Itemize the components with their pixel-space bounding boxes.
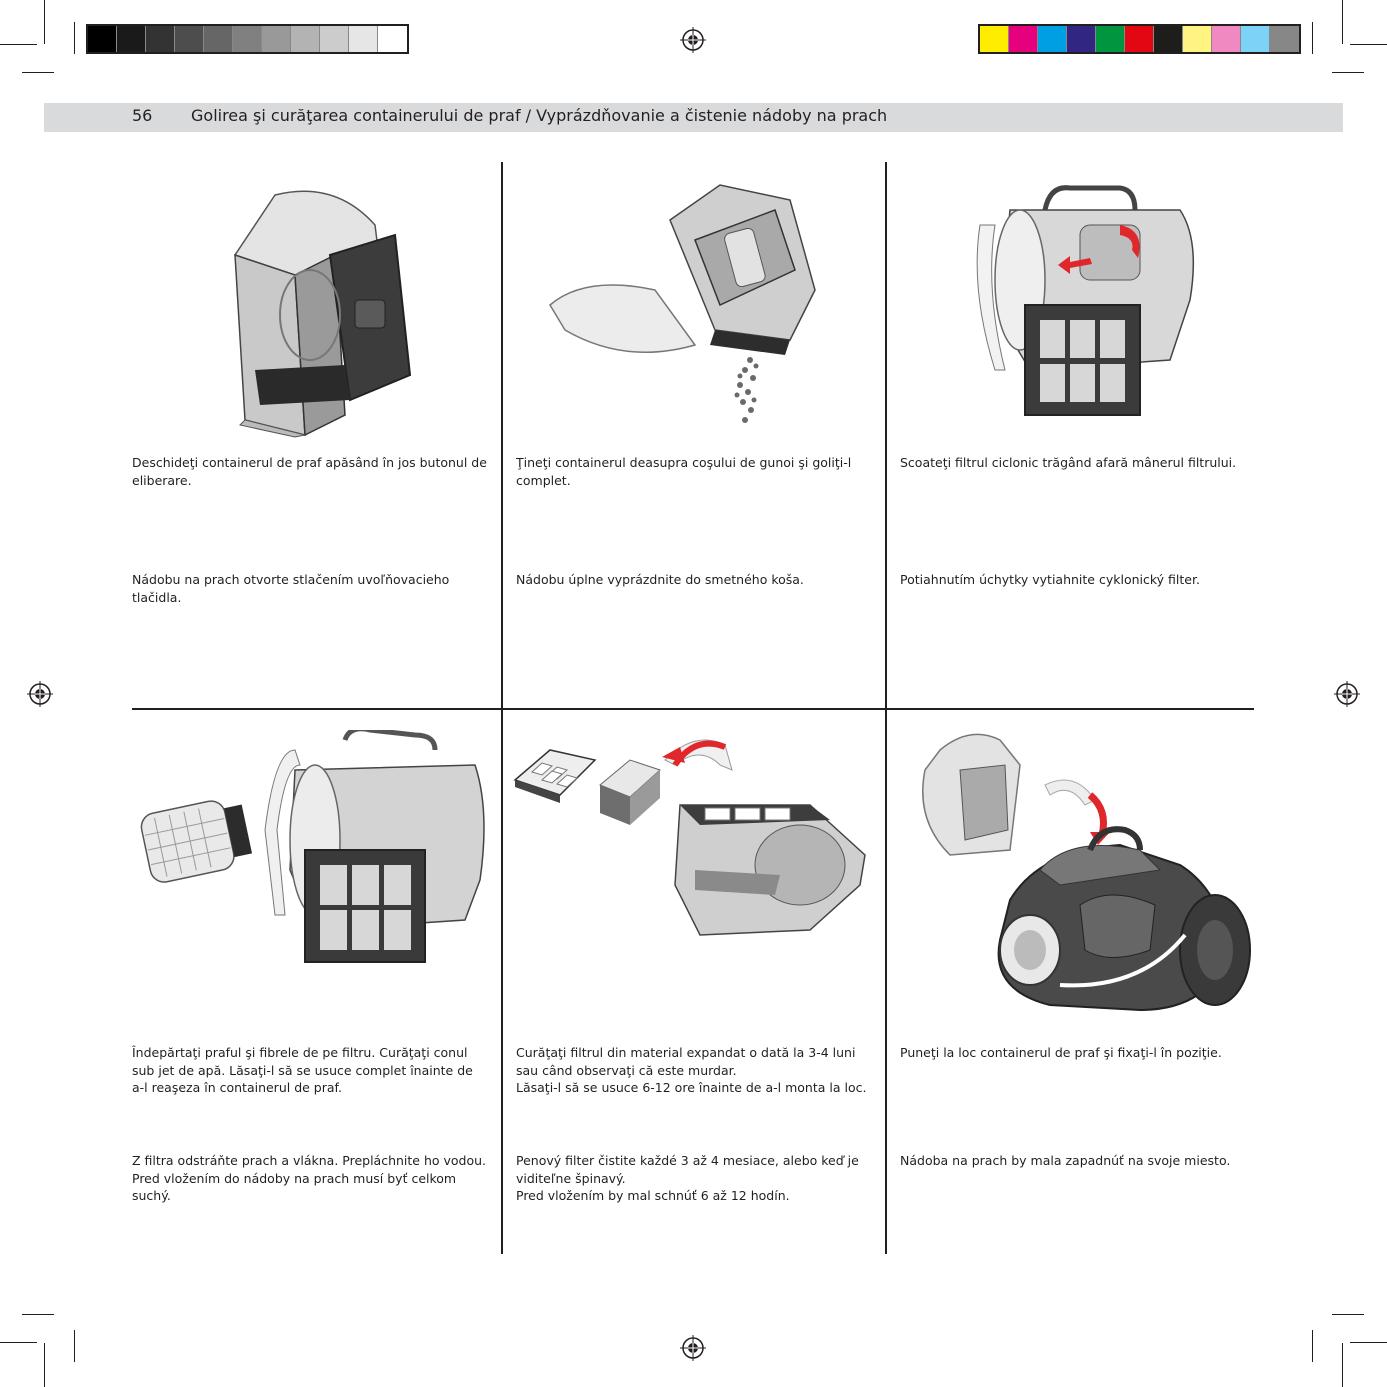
step-1-text-ro: Deschideţi containerul de praf apăsând în jos butonul de eliberare. bbox=[132, 455, 487, 488]
crop-mark bbox=[1312, 22, 1313, 54]
process-color-swatch bbox=[1154, 26, 1183, 52]
registration-mark-icon bbox=[1334, 681, 1360, 707]
crop-mark bbox=[22, 1314, 54, 1315]
row-divider bbox=[132, 708, 1254, 710]
process-color-swatch bbox=[1212, 26, 1241, 52]
step-4-text-ro: Îndepărtaţi praful şi fibrele de pe filtru. Curăţaţi conul sub jet de apă. Lăsaţi-l să se usuce complet înainte de a-l reaşeza în containerul de praf. bbox=[132, 1045, 473, 1095]
crop-mark bbox=[0, 1342, 37, 1343]
crop-mark bbox=[1350, 1342, 1387, 1343]
process-color-swatch bbox=[1096, 26, 1125, 52]
process-color-swatch bbox=[980, 26, 1009, 52]
clean-filter-illustration bbox=[135, 730, 490, 970]
crop-mark bbox=[74, 22, 75, 54]
step-2-text-sk: Nádobu úplne vyprázdnite do smetného koša. bbox=[516, 572, 804, 587]
grayscale-swatch bbox=[88, 26, 117, 52]
crop-mark bbox=[1350, 44, 1387, 45]
crop-mark bbox=[74, 1330, 75, 1362]
grayscale-swatch bbox=[233, 26, 262, 52]
remove-cyclonic-filter-illustration bbox=[970, 180, 1205, 420]
page-title: Golirea şi curăţarea containerului de praf / Vyprázdňovanie a čistenie nádoby na prach bbox=[191, 106, 888, 125]
step-5-text-ro: Curăţaţi filtrul din material expandat o dată la 3-4 luni sau când observaţi că este murdar. Lăsaţi-l să se usuce 6-12 ore înainte de a-l monta la loc. bbox=[516, 1045, 867, 1095]
crop-mark bbox=[44, 0, 45, 44]
crop-mark bbox=[44, 1343, 45, 1387]
reinsert-container-illustration bbox=[910, 720, 1255, 1015]
crop-mark bbox=[1342, 1343, 1343, 1387]
emptying-container-illustration bbox=[545, 180, 830, 435]
step-2-text-ro: Ţineţi containerul deasupra coşului de gunoi şi goliţi-l complet. bbox=[516, 455, 852, 488]
page-number: 56 bbox=[132, 106, 153, 125]
registration-mark-icon bbox=[680, 27, 706, 53]
crop-mark bbox=[1332, 1314, 1364, 1315]
crop-mark bbox=[1332, 72, 1364, 73]
process-color-swatch bbox=[1241, 26, 1270, 52]
step-3-text-sk: Potiahnutím úchytky vytiahnite cyklonický filter. bbox=[900, 572, 1200, 587]
registration-mark-icon bbox=[680, 1335, 706, 1361]
step-6-text-ro: Puneţi la loc containerul de praf şi fixaţi-l în poziţie. bbox=[900, 1045, 1222, 1060]
grayscale-swatch bbox=[320, 26, 349, 52]
process-color-swatch bbox=[1009, 26, 1038, 52]
registration-mark-icon bbox=[27, 681, 53, 707]
step-1-text-sk: Nádobu na prach otvorte stlačením uvoľňovacieho tlačidla. bbox=[132, 572, 450, 605]
dust-container-open-illustration bbox=[215, 185, 420, 440]
grayscale-color-bar bbox=[86, 24, 409, 54]
step-6-text-sk: Nádoba na prach by mala zapadnúť na svoje miesto. bbox=[900, 1153, 1231, 1168]
grayscale-swatch bbox=[175, 26, 204, 52]
crop-mark bbox=[0, 44, 37, 45]
step-3-text-ro: Scoateţi filtrul ciclonic trăgând afară mânerul filtrului. bbox=[900, 455, 1237, 470]
grayscale-swatch bbox=[291, 26, 320, 52]
crop-mark bbox=[1342, 0, 1343, 44]
grayscale-swatch bbox=[146, 26, 175, 52]
crop-mark bbox=[1312, 1330, 1313, 1362]
step-5-text-sk: Penový filter čistite každé 3 až 4 mesiace, alebo keď je viditeľne špinavý. Pred vložením by mal schnúť 6 až 12 hodín. bbox=[516, 1153, 859, 1203]
grayscale-swatch bbox=[117, 26, 146, 52]
step-4-text-sk: Z filtra odstráňte prach a vlákna. Prepláchnite ho vodou. Pred vložením do nádoby na prach musí byť celkom suchý. bbox=[132, 1153, 487, 1203]
foam-filter-illustration bbox=[510, 725, 870, 945]
grayscale-swatch bbox=[349, 26, 378, 52]
process-color-swatch bbox=[1125, 26, 1154, 52]
process-color-swatch bbox=[1067, 26, 1096, 52]
grayscale-swatch bbox=[378, 26, 407, 52]
process-color-swatch bbox=[1038, 26, 1067, 52]
process-color-swatch bbox=[1270, 26, 1299, 52]
process-color-swatch bbox=[1183, 26, 1212, 52]
grayscale-swatch bbox=[262, 26, 291, 52]
crop-mark bbox=[22, 72, 54, 73]
process-color-bar bbox=[978, 24, 1301, 54]
grayscale-swatch bbox=[204, 26, 233, 52]
